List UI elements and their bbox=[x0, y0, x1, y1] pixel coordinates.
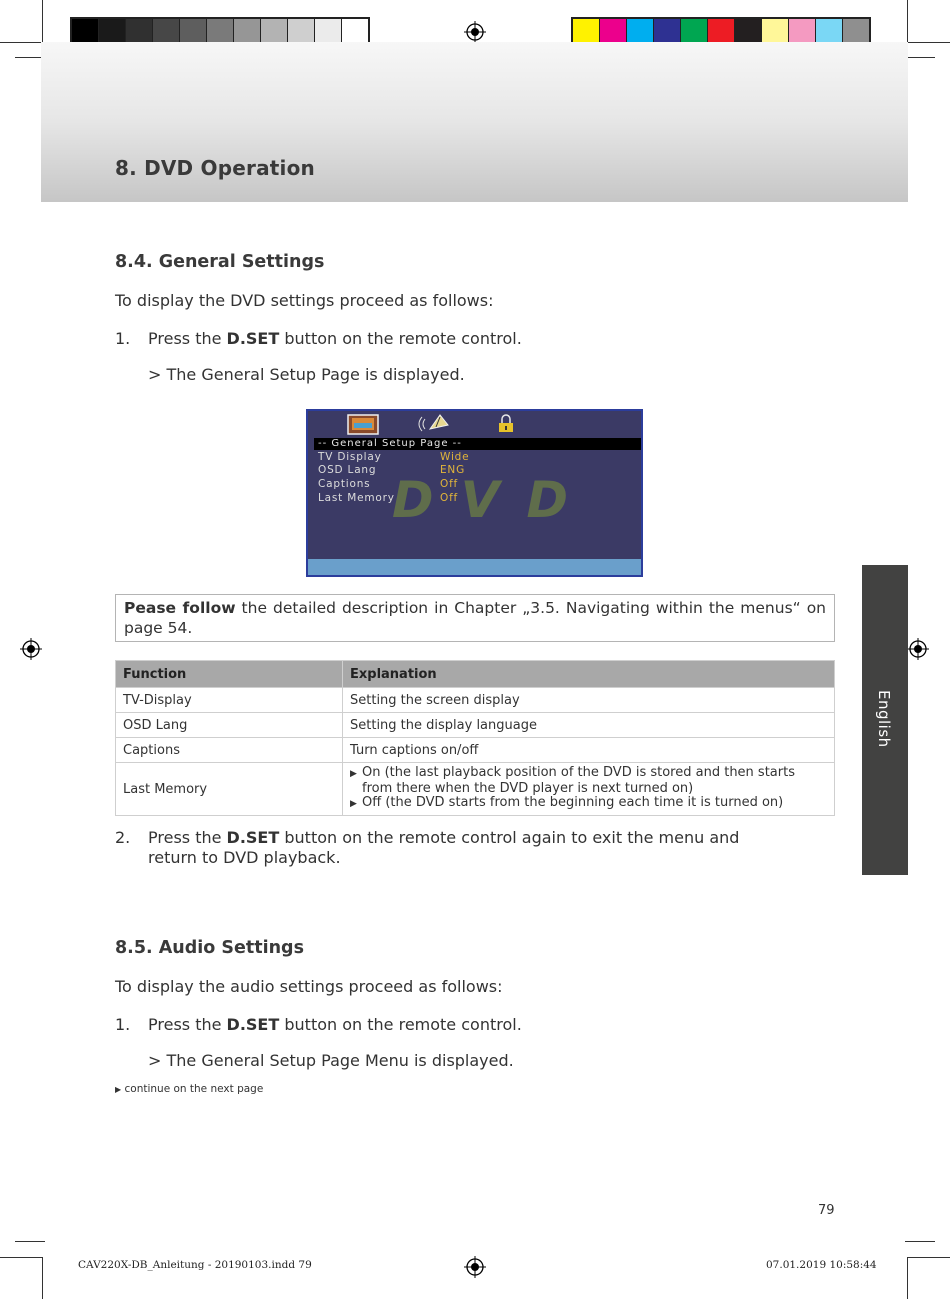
crop-mark bbox=[42, 1257, 43, 1299]
table-cell-function: Captions bbox=[116, 738, 343, 763]
setup-menu-icon-bar bbox=[308, 411, 641, 438]
registration-mark-icon bbox=[464, 21, 486, 43]
crop-mark bbox=[15, 1241, 45, 1242]
table-cell-function: Last Memory bbox=[116, 763, 343, 816]
language-side-tab-label: English bbox=[875, 690, 893, 748]
setup-page-title-bar: -- General Setup Page -- bbox=[314, 438, 641, 450]
bullet-item: ▶ On (the last playback position of the DVD is stored and then starts from there when the DVD player is next turned on) bbox=[350, 765, 795, 796]
table-cell-explanation: Setting the display language bbox=[343, 713, 835, 738]
general-step-1-result: > The General Setup Page is displayed. bbox=[148, 365, 465, 384]
chapter-title: 8. DVD Operation bbox=[115, 156, 315, 180]
crop-mark bbox=[908, 42, 950, 43]
table-cell-function: OSD Lang bbox=[116, 713, 343, 738]
function-table bbox=[115, 660, 835, 816]
table-cell-function: TV-Display bbox=[116, 688, 343, 713]
crop-mark bbox=[0, 1257, 42, 1258]
crop-mark bbox=[905, 1241, 935, 1242]
bullet-triangle-icon: ▶ bbox=[350, 799, 357, 810]
table-header-cell: Explanation bbox=[343, 661, 835, 688]
audio-step-1-result: > The General Setup Page Menu is displayed. bbox=[148, 1051, 514, 1070]
step-number: 1. bbox=[115, 1015, 131, 1034]
table-header-cell: Function bbox=[116, 661, 343, 688]
speaker-icon bbox=[419, 415, 448, 431]
setup-option-label: Last Memory bbox=[318, 492, 395, 504]
section-heading-audio-settings: 8.5. Audio Settings bbox=[115, 938, 304, 958]
crop-mark bbox=[907, 0, 908, 42]
table-row bbox=[116, 763, 835, 816]
bullet-item: ▶ Off (the DVD starts from the beginning each time it is turned on) bbox=[350, 795, 784, 811]
registration-mark-icon bbox=[907, 638, 929, 660]
step-number: 2. bbox=[115, 828, 131, 847]
dvd-logo-icon bbox=[386, 473, 576, 529]
setup-option-value: Off bbox=[440, 492, 459, 504]
table-row bbox=[116, 688, 835, 713]
step-number: 1. bbox=[115, 329, 131, 348]
general-step-2-text: Press the D.SET button on the remote control again to exit the menu and bbox=[148, 828, 740, 847]
setup-option-label: OSD Lang bbox=[318, 464, 377, 476]
crop-mark bbox=[905, 57, 935, 58]
bullet-triangle-icon: ▶ bbox=[350, 769, 357, 780]
audio-step-1-text: Press the D.SET button on the remote control. bbox=[148, 1015, 522, 1034]
crop-mark bbox=[907, 1257, 908, 1299]
audio-intro-text: To display the audio settings proceed as follows: bbox=[115, 977, 503, 996]
table-cell-explanation bbox=[343, 763, 835, 816]
tv-icon bbox=[348, 415, 378, 434]
registration-mark-icon bbox=[464, 1256, 486, 1278]
registration-mark-icon bbox=[20, 638, 42, 660]
dvd-setup-screen bbox=[306, 409, 643, 577]
print-slug-date: 07.01.2019 10:58:44 bbox=[766, 1259, 877, 1271]
continue-note: ▶ continue on the next page bbox=[115, 1083, 264, 1095]
table-row bbox=[116, 713, 835, 738]
setup-option-value: Wide bbox=[440, 451, 470, 463]
crop-mark bbox=[908, 1257, 950, 1258]
setup-option-value: Off bbox=[440, 478, 459, 490]
note-box bbox=[115, 594, 835, 642]
table-cell-explanation: Setting the screen display bbox=[343, 688, 835, 713]
section-heading-general-settings: 8.4. General Settings bbox=[115, 252, 325, 272]
note-text: the detailed description in Chapter „3.5. Navigating within the menus“ on page 54. bbox=[124, 599, 826, 637]
page-number: 79 bbox=[818, 1203, 835, 1218]
crop-mark bbox=[42, 0, 43, 42]
setup-option-label: TV Display bbox=[318, 451, 382, 463]
general-step-1-text: Press the D.SET button on the remote control. bbox=[148, 329, 522, 348]
lock-icon bbox=[499, 415, 513, 432]
print-slug-filename: CAV220X-DB_Anleitung - 20190103.indd 79 bbox=[78, 1259, 312, 1271]
continue-arrow-icon: ▶ bbox=[115, 1085, 122, 1094]
setup-status-bar bbox=[308, 559, 641, 575]
crop-mark bbox=[0, 42, 42, 43]
setup-option-value: ENG bbox=[440, 464, 466, 476]
svg-text:DVD: DVD bbox=[392, 473, 568, 529]
table-cell-explanation: Turn captions on/off bbox=[343, 738, 835, 763]
table-header-row bbox=[116, 661, 835, 688]
note-emphasis: Pease follow bbox=[124, 599, 236, 617]
setup-option-label: Captions bbox=[318, 478, 371, 490]
table-row bbox=[116, 738, 835, 763]
general-intro-text: To display the DVD settings proceed as follows: bbox=[115, 291, 494, 310]
general-step-2-text-line-2: return to DVD playback. bbox=[148, 848, 341, 867]
